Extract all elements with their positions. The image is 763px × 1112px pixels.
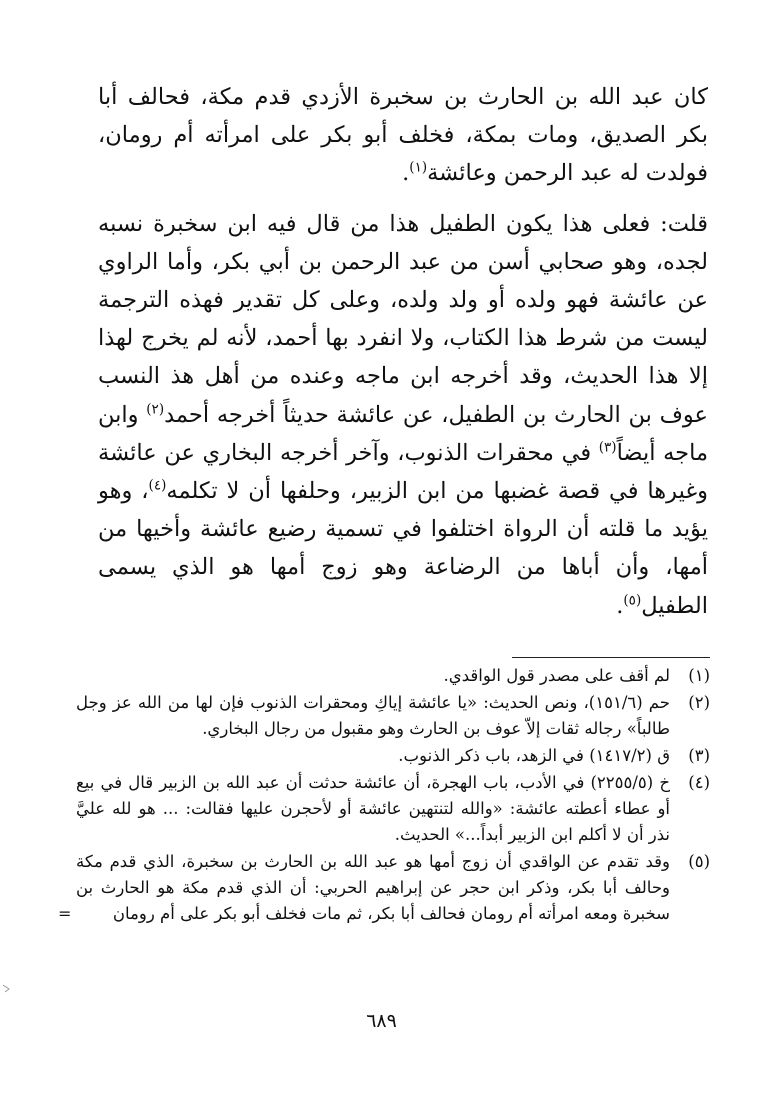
footnote-item — [76, 743, 710, 769]
footnote-ref[interactable]: (٣) — [598, 439, 617, 456]
footnote-number: (٢) — [688, 693, 710, 712]
footnote-number: (١) — [688, 666, 710, 685]
footnote-ref[interactable]: (٤) — [148, 477, 167, 494]
footnote-divider — [512, 657, 710, 658]
paragraph — [98, 78, 708, 193]
footnote-number: (٥) — [688, 852, 710, 871]
paragraph-text: وابن ماجه أيضاً — [98, 401, 708, 466]
paragraph-text: ، وهو يؤيد ما قلته أن الرواة اختلفوا في تسمية رضيع عائشة وأخيها من أمها، وأن أباها من الرضاعة وهو زوج أمها هو الذي يسمى الطفيل — [98, 478, 708, 619]
footnote-text: حم (١٥١/٦)، ونص الحديث: «يا عائشة إياكِ ومحقرات الذنوب فإن لها من الله عز وجل طالباً» رجاله ثقات إلاّ عوف بن الحارث وهو مقبول من رجال البخاري. — [76, 693, 670, 738]
footnote-text: ق (١٤١٧/٢) في الزهد، باب ذكر الذنوب. — [398, 746, 670, 765]
footnote-number: (٣) — [688, 746, 710, 765]
footnote-text: وقد تقدم عن الواقدي أن زوج أمها هو عبد الله بن الحارث بن سخبرة، الذي قدم مكة وحالف أبا بكر، وذكر ابن حجر عن إبراهيم الحربي: أن الذي قدم مكة هو الحارث بن سخبرة ومعه امرأته أم رومان فحالف أبا بكر، ثم مات فخلف أبو بكر على أم رومان — [76, 852, 670, 923]
main-text — [98, 78, 708, 637]
footnote-text: لم أقف على مصدر قول الواقدي. — [443, 666, 670, 685]
footnote-item — [58, 849, 710, 927]
page-number: ٦٨٩ — [366, 1010, 397, 1032]
paragraph-end: . — [616, 592, 624, 619]
footnote-item — [76, 663, 710, 689]
footnote-item — [76, 690, 710, 742]
paragraph-text: في محقرات الذنوب، وآخر أخرجه البخاري عن عائشة وغيرها في قصة غضبها من ابن الزبير، وحلفها أن لا تكلمه — [98, 439, 708, 505]
continuation-mark: = — [58, 904, 72, 923]
footnotes — [58, 663, 710, 928]
footnote-number: (٤) — [688, 773, 710, 792]
footnote-ref[interactable]: (٥) — [623, 592, 642, 609]
footnote-text: خ (٢٢٥٥/٥) في الأدب، باب الهجرة، أن عائشة حدثت أن عبد الله بن الزبير قال في بيع أو عطاء أعطته عائشة: «والله لتنتهين عائشة أو لأحجرن عليها فقالت: ... هو لله عليَّ نذر أن لا أكلم ابن الزبير أبداً...» الحديث. — [76, 773, 670, 844]
footnote-item — [76, 770, 710, 848]
footnote-ref[interactable]: (١) — [409, 159, 428, 176]
paragraph-text: كان عبد الله بن الحارث بن سخبرة الأزدي قدم مكة، فحالف أبا بكر الصديق، ومات بمكة، فخلف أبو بكر على امرأته أم رومان، فولدت له عبد الرحمن وعائشة — [98, 84, 708, 187]
paragraph-text: قلت: فعلى هذا يكون الطفيل هذا من قال فيه ابن سخبرة نسبه لجده، وهو صحابي أسن من عبد الرحمن بن أبي بكر، وأما الراوي عن عائشة فهو ولده أو ولد ولده، وعلى كل تقدير فهذه الترجمة ليست من شرط هذا الكتاب، ولا انفرد بها أحمد، لأنه لم يخرج لهذا إلا هذا الحديث، وقد أخرجه ابن ماجه وعنده من أهل هذ النسب عوف بن الحارث بن الطفيل، عن عائشة حديثاً أخرجه أحمد — [98, 210, 708, 428]
paragraph — [98, 205, 708, 625]
paragraph-end: . — [402, 160, 410, 187]
footnote-ref[interactable]: (٢) — [146, 401, 165, 418]
margin-mark-icon — [2, 982, 14, 994]
